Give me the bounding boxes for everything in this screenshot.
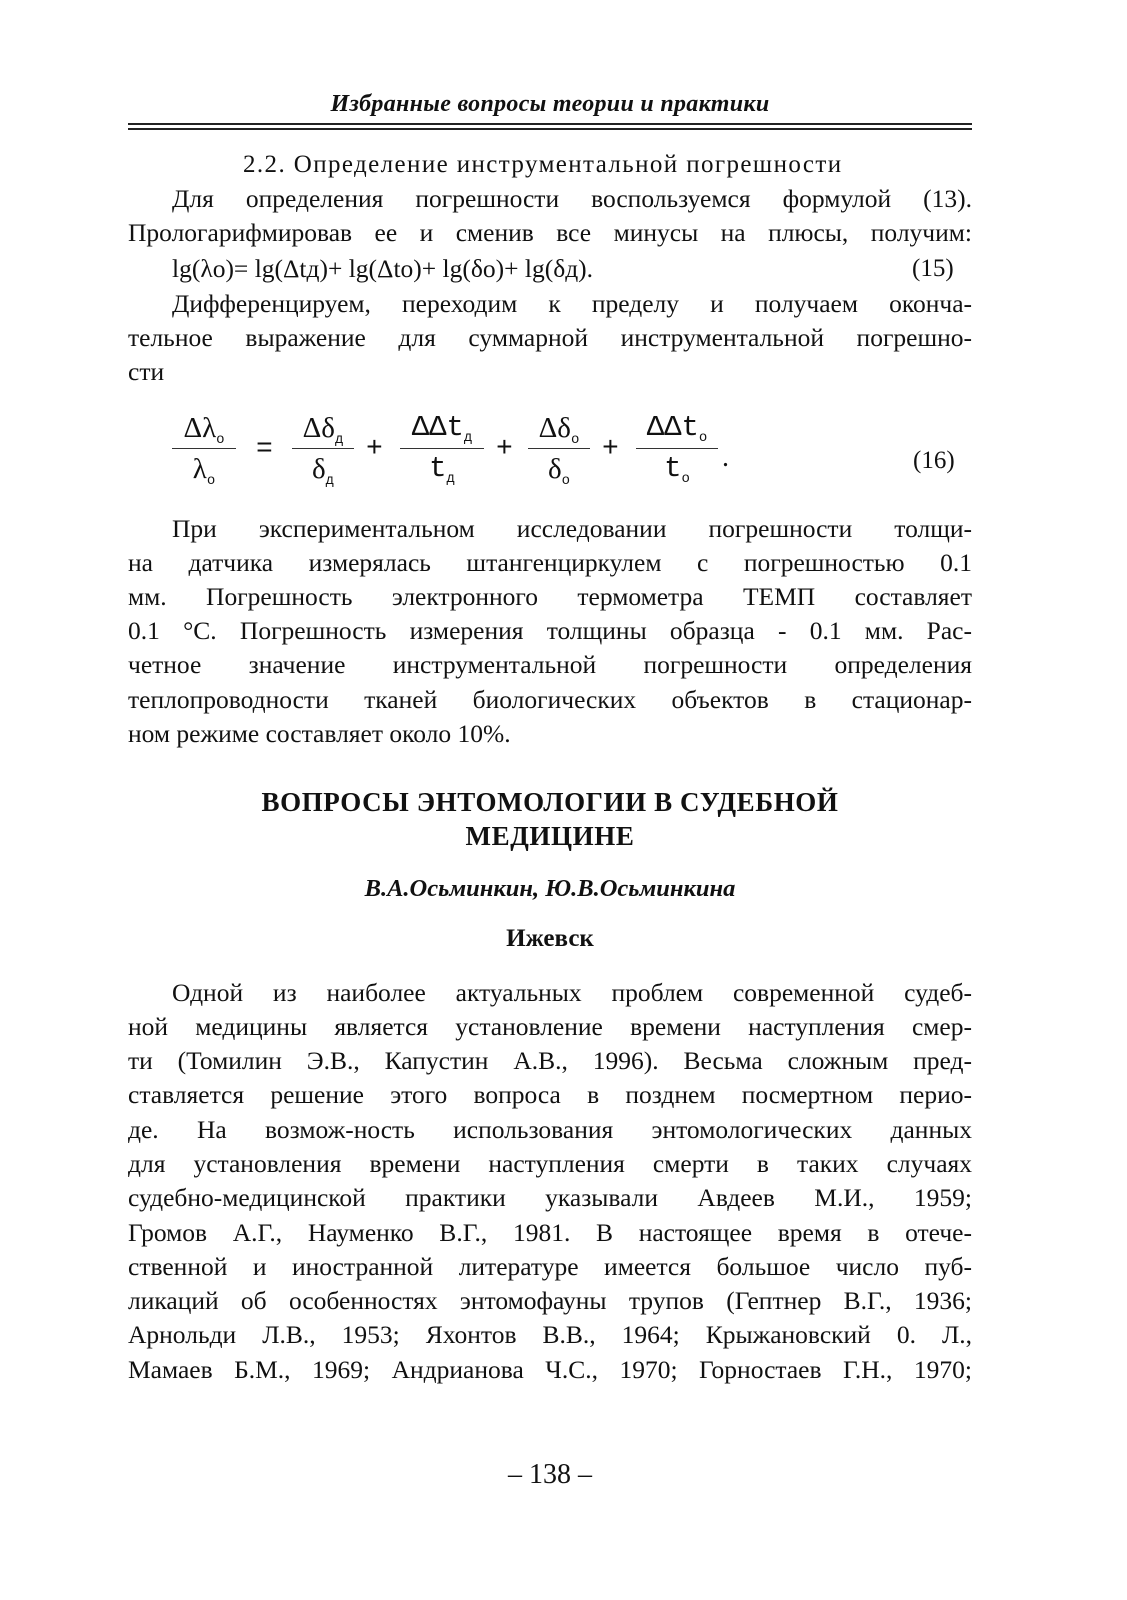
fraction-term (172, 410, 236, 487)
denominator: δ (311, 453, 326, 485)
fraction-bar (528, 448, 590, 449)
text-line: ственной и иностранной литературе имеется большое число пуб- (128, 1252, 972, 1281)
text-line: Прологарифмировав ее и сменив все минусы на плюсы, получим: (128, 218, 972, 247)
denominator: t (664, 452, 682, 485)
equation-number: (15) (912, 255, 954, 282)
numerator: Δλ (183, 412, 217, 444)
article-authors: В.А.Осьминкин, Ю.В.Осьминкина (364, 875, 736, 902)
text-line: ной медицины является установление времени наступления смер- (128, 1012, 972, 1041)
plus-sign: + (366, 434, 383, 465)
text-line: для установления времени наступления смерти в таких случаях (128, 1149, 972, 1178)
subscript: д (446, 471, 455, 487)
equation-number: (16) (913, 447, 955, 474)
text-line: на датчика измерялась штангенциркулем с погрешностью 0.1 (128, 548, 972, 577)
header-rule-bottom (128, 128, 972, 130)
plus-sign: + (602, 434, 619, 465)
text-line: При экспериментальном исследовании погрешности толщи- (172, 514, 972, 543)
article-title-line-2: МЕДИЦИНЕ (465, 821, 635, 851)
text-line: ликаций об особенностях энтомофауны трупов (Гептнер В.Г., 1936; (128, 1286, 972, 1315)
fraction-bar (172, 448, 236, 449)
text-line: мм. Погрешность электронного термометра ТЕМП составляет (128, 582, 972, 611)
running-head: Избранные вопросы теории и практики (330, 91, 770, 117)
fraction-bar (400, 448, 484, 449)
header-rule-top (128, 123, 972, 125)
fraction-term (400, 410, 484, 487)
text-line: Громов А.Г., Науменко В.Г., 1981. В настоящее время в отече- (128, 1218, 972, 1247)
numerator: ΔΔt (646, 411, 699, 444)
text-line: ти (Томилин Э.В., Капустин А.В., 1996). Весьма сложным пред- (128, 1046, 972, 1075)
fraction-term (528, 410, 590, 487)
subscript: д (463, 430, 473, 446)
text-line: 0.1 °С. Погрешность измерения толщины образца - 0.1 мм. Рас- (128, 616, 972, 645)
denominator: δ (547, 453, 562, 485)
text-line: судебно-медицинской практики указывали Авдеев М.И., 1959; (128, 1183, 972, 1212)
text-line: Дифференцируем, переходим к пределу и получаем оконча- (172, 289, 972, 318)
text-line: Одной из наиболее актуальных проблем современной судеб- (172, 978, 972, 1007)
text-line: Мамаев Б.М., 1969; Андрианова Ч.С., 1970; Горностаев Г.Н., 1970; (128, 1355, 972, 1384)
text-line: Для определения погрешности воспользуемся формулой (13). (172, 184, 972, 213)
text-line: ставляется решение этого вопроса в позднем посмертном перио- (128, 1080, 972, 1109)
fraction-term (636, 410, 718, 487)
subscript: о (698, 430, 708, 446)
page-number: – 138 – (508, 1459, 592, 1490)
fraction-term (292, 410, 354, 487)
subscript: о (216, 432, 225, 448)
numerator: Δδ (538, 412, 571, 444)
numerator: ΔΔt (411, 411, 464, 444)
text-line: де. На возмож-ность использования энтомологических данных (128, 1115, 972, 1144)
denominator: λ (192, 453, 207, 485)
subscript: о (561, 473, 571, 489)
text-line: Арнольди Л.В., 1953; Яхонтов В.В., 1964; Крыжановский 0. Л., (128, 1320, 972, 1349)
period: . (722, 442, 729, 473)
text-line: четное значение инструментальной погрешности определения (128, 650, 972, 679)
text-line: ном режиме составляет около 10%. (128, 719, 511, 748)
subscript: о (570, 432, 580, 448)
equation-15: lg(λo)= lg(Δtд)+ lg(Δto)+ lg(δo)+ lg(δд). (172, 254, 594, 283)
text-line: тельное выражение для суммарной инструментальной погрешно- (128, 323, 972, 352)
subscript: д (334, 432, 344, 448)
plus-sign: + (496, 434, 513, 465)
text-line: сти (128, 357, 165, 386)
subscript: о (681, 471, 690, 487)
subscript: о (206, 473, 216, 489)
equals-sign: = (256, 434, 273, 465)
article-city: Ижевск (506, 925, 594, 952)
fraction-bar (292, 448, 354, 449)
text-line: теплопроводности тканей биологических объектов в стационар- (128, 685, 972, 714)
numerator: Δδ (302, 412, 335, 444)
denominator: t (429, 452, 447, 485)
subscript: д (325, 473, 335, 489)
fraction-bar (636, 448, 718, 449)
article-title-line-1: ВОПРОСЫ ЭНТОМОЛОГИИ В СУДЕБНОЙ (261, 787, 839, 817)
section-title: 2.2. Определение инструментальной погрешности (243, 151, 843, 178)
